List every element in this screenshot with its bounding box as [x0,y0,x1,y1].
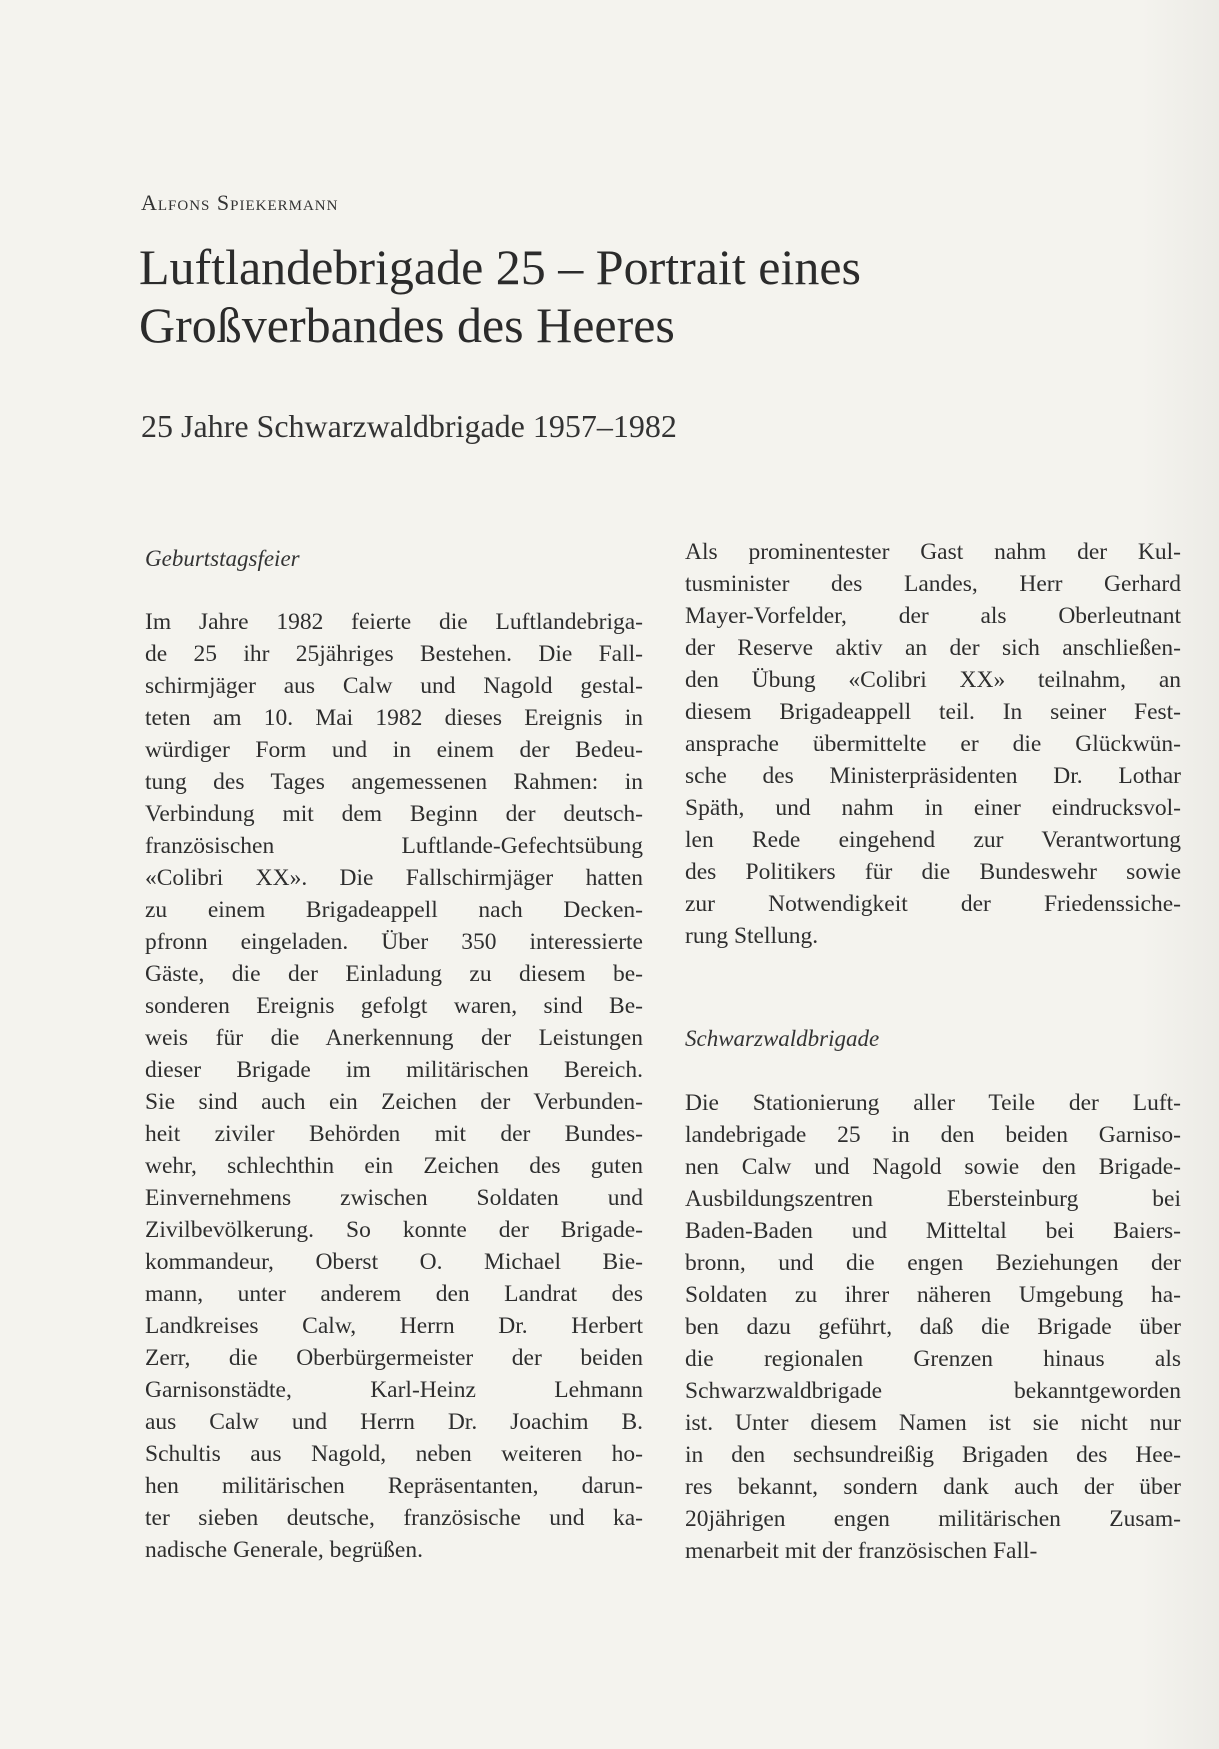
text-line: der Reserve aktiv an der sich anschließen- [685,635,1181,661]
text-line: ansprache übermittelte er die Glückwün- [685,731,1181,757]
column-right-bottom [685,1087,1181,1567]
column-left [145,606,643,1566]
text-line: aus Calw und Herrn Dr. Joachim B. [145,1409,643,1435]
column-right-top [685,536,1181,952]
text-line: heit ziviler Behörden mit der Bundes- [145,1121,643,1147]
text-line: Baden-Baden und Mitteltal bei Baiers- [685,1218,1181,1244]
text-line: kommandeur, Oberst O. Michael Bie- [145,1249,643,1275]
text-line: tung des Tages angemessenen Rahmen: in [145,769,643,795]
text-line: ben dazu geführt, daß die Brigade über [685,1314,1181,1340]
text-line: rung Stellung. [685,923,819,949]
text-line: Zivilbevölkerung. So konnte der Brigade- [145,1217,643,1243]
article-title [139,238,1039,354]
text-line: Die Stationierung aller Teile der Luft- [685,1090,1181,1116]
text-line: Mayer-Vorfelder, der als Oberleutnant [685,603,1181,629]
text-line: nen Calw und Nagold sowie den Brigade- [685,1154,1181,1180]
text-line: diesem Brigadeappell teil. In seiner Fest- [685,699,1181,725]
text-line: weis für die Anerkennung der Leistungen [145,1025,643,1051]
text-line: würdiger Form und in einem der Bedeu- [145,737,643,763]
title-line-2: Großverbandes des Heeres [139,297,675,353]
text-line: französischen Luftlande-Gefechtsübung [145,833,643,859]
text-line: tusminister des Landes, Herr Gerhard [685,571,1181,597]
text-line: Als prominentester Gast nahm der Kul- [685,539,1181,565]
text-line: bronn, und die engen Beziehungen der [685,1250,1181,1276]
text-line: 20jährigen engen militärischen Zusam- [685,1506,1181,1532]
text-line: Sie sind auch ein Zeichen der Verbunden- [145,1089,643,1115]
text-line: Gäste, die der Einladung zu diesem be- [145,961,643,987]
text-line: den Übung «Colibri XX» teilnahm, an [685,667,1181,693]
text-line: schirmjäger aus Calw und Nagold gestal- [145,673,643,699]
text-line: res bekannt, sondern dank auch der über [685,1474,1181,1500]
text-line: Garnisonstädte, Karl-Heinz Lehmann [145,1377,643,1403]
text-line: Späth, und nahm in einer eindrucksvol- [685,795,1181,821]
author-name: Alfons Spiekermann [141,190,339,215]
text-line: Ausbildungszentren Ebersteinburg bei [685,1186,1181,1212]
text-line: hen militärischen Repräsentanten, darun- [145,1473,643,1499]
text-line: menarbeit mit der französischen Fall- [685,1538,1038,1564]
text-line: sche des Ministerpräsidenten Dr. Lothar [685,763,1181,789]
text-line: des Politikers für die Bundeswehr sowie [685,859,1181,885]
article-subtitle: 25 Jahre Schwarzwaldbrigade 1957–1982 [141,408,677,444]
section-heading-schwarzwaldbrigade: Schwarzwaldbrigade [685,1026,880,1051]
text-line: len Rede eingehend zur Verantwortung [685,827,1181,853]
text-line: Im Jahre 1982 feierte die Luftlandebriga- [145,609,643,635]
text-line: pfronn eingeladen. Über 350 interessierte [145,929,643,955]
text-line: wehr, schlechthin ein Zeichen des guten [145,1153,643,1179]
text-line: Schwarzwaldbrigade bekanntgeworden [685,1378,1181,1404]
text-line: nadische Generale, begrüßen. [145,1537,423,1563]
text-line: Einvernehmens zwischen Soldaten und [145,1185,643,1211]
text-line: mann, unter anderem den Landrat des [145,1281,643,1307]
text-line: ist. Unter diesem Namen ist sie nicht nur [685,1410,1181,1436]
text-line: landebrigade 25 in den beiden Garniso- [685,1122,1181,1148]
text-line: zu einem Brigadeappell nach Decken- [145,897,643,923]
text-line: die regionalen Grenzen hinaus als [685,1346,1181,1372]
text-line: dieser Brigade im militärischen Bereich. [145,1057,643,1083]
text-line: zur Notwendigkeit der Friedenssiche- [685,891,1181,917]
text-line: Soldaten zu ihrer näheren Umgebung ha- [685,1282,1181,1308]
text-line: Landkreises Calw, Herrn Dr. Herbert [145,1313,643,1339]
text-line: Zerr, die Oberbürgermeister der beiden [145,1345,643,1371]
text-line: sonderen Ereignis gefolgt waren, sind Be- [145,993,643,1019]
text-line: in den sechsundreißig Brigaden des Hee- [685,1442,1181,1468]
text-line: Verbindung mit dem Beginn der deutsch- [145,801,643,827]
text-line: ter sieben deutsche, französische und ka- [145,1505,643,1531]
title-line-1: Luftlandebrigade 25 – Portrait eines [139,239,861,295]
text-line: de 25 ihr 25jähriges Bestehen. Die Fall- [145,641,643,667]
section-heading-geburtstagsfeier: Geburtstagsfeier [145,546,300,571]
text-line: «Colibri XX». Die Fallschirmjäger hatten [145,865,643,891]
text-line: Schultis aus Nagold, neben weiteren ho- [145,1441,643,1467]
text-line: teten am 10. Mai 1982 dieses Ereignis in [145,705,643,731]
